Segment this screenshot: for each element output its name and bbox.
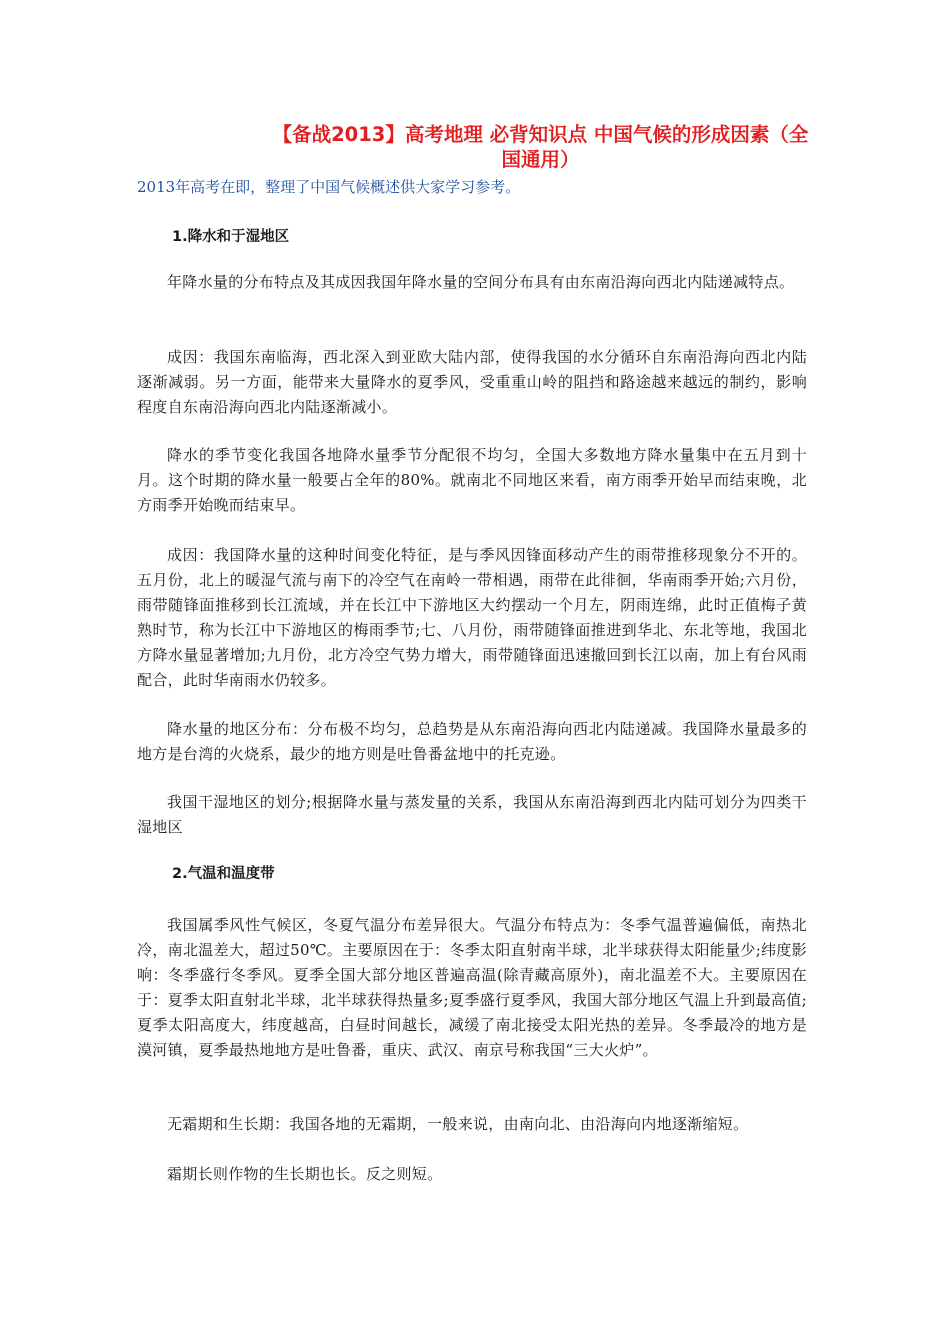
section-2-heading: 2.气温和温度带 bbox=[172, 866, 275, 882]
intro-text: 2013年高考在即，整理了中国气候概述供大家学习参考。 bbox=[137, 178, 521, 196]
section-2-paragraph-3: 霜期长则作物的生长期也长。反之则短。 bbox=[167, 1165, 443, 1183]
section-1-paragraph-6: 我国干湿地区的划分;根据降水量与蒸发量的关系，我国从东南沿海到西北内陆可划分为四类干湿地区 bbox=[137, 793, 807, 836]
section-1-paragraph-3: 降水的季节变化我国各地降水量季节分配很不均匀，全国大多数地方降水量集中在五月到十月。这个时期的降水量一般要占全年的80%。就南北不同地区来看，南方雨季开始早而结束晚，北方雨季开始晚而结束早。 bbox=[137, 446, 807, 514]
section-1-heading: 1.降水和于湿地区 bbox=[172, 229, 290, 245]
section-1-paragraph-4: 成因：我国降水量的这种时间变化特征，是与季风因锋面移动产生的雨带推移现象分不开的。五月份，北上的暖湿气流与南下的冷空气在南岭一带相遇，雨带在此徘徊，华南雨季开始;六月份，雨带随锋面推移到长江流域，并在长江中下游地区大约摆动一个月左，阴雨连绵，此时正值梅子黄熟时节，称为长江中下游地区的梅雨季节;七、八月份，雨带随锋面推进到华北、东北等地，我国北方降水量显著增加;九月份，北方冷空气势力增大，雨带随锋面迅速撤回到长江以南，加上有台风雨配合，此时华南雨水仍较多。 bbox=[137, 546, 807, 689]
section-2-paragraph-1: 我国属季风性气候区，冬夏气温分布差异很大。气温分布特点为：冬季气温普遍偏低，南热北冷，南北温差大，超过50℃。主要原因在于：冬季太阳直射南半球，北半球获得太阳能量少;纬度影响：冬季盛行冬季风。夏季全国大部分地区普遍高温(除青藏高原外)，南北温差不大。主要原因在于：夏季太阳直射北半球，北半球获得热量多;夏季盛行夏季风，我国大部分地区气温上升到最高值;夏季太阳高度大，纬度越高，白昼时间越长，减缓了南北接受太阳光热的差异。冬季最冷的地方是漠河镇，夏季最热地地方是吐鲁番，重庆、武汉、南京号称我国“三大火炉”。 bbox=[137, 916, 807, 1059]
section-1-paragraph-2: 成因：我国东南临海，西北深入到亚欧大陆内部，使得我国的水分循环自东南沿海向西北内陆逐渐减弱。另一方面，能带来大量降水的夏季风，受重重山岭的阻挡和路途越来越远的制约，影响程度自东南沿海向西北内陆逐渐减小。 bbox=[137, 348, 807, 416]
section-1-paragraph-1: 年降水量的分布特点及其成因我国年降水量的空间分布具有由东南沿海向西北内陆递减特点。 bbox=[167, 273, 795, 291]
section-1-paragraph-5: 降水量的地区分布：分布极不均匀，总趋势是从东南沿海向西北内陆递减。我国降水量最多的地方是台湾的火烧系，最少的地方则是吐鲁番盆地中的托克逊。 bbox=[137, 720, 807, 763]
section-2-paragraph-2: 无霜期和生长期：我国各地的无霜期，一般来说，由南向北、由沿海向内地逐渐缩短。 bbox=[167, 1115, 749, 1133]
document-title: 【备战2013】高考地理 必背知识点 中国气候的形成因素（全国通用） bbox=[272, 123, 809, 171]
